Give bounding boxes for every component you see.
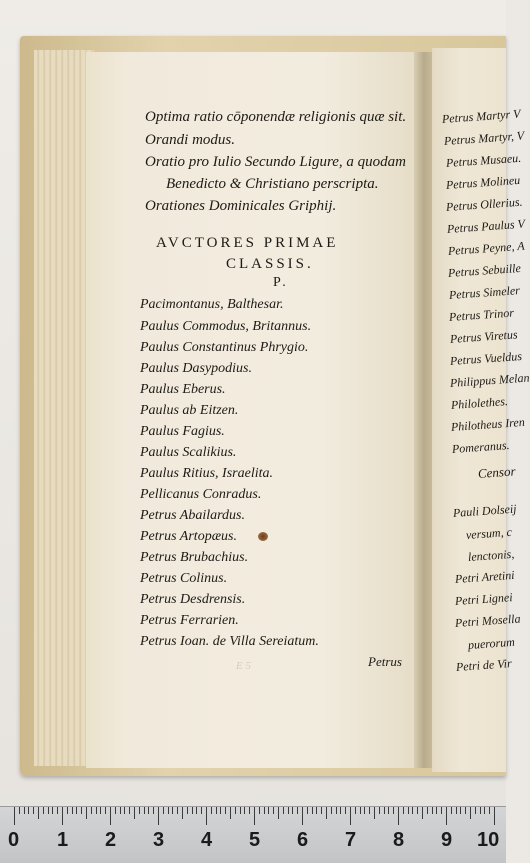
ruler-tick <box>292 807 293 814</box>
ruler-tick <box>384 807 385 814</box>
ruler-tick <box>139 807 140 814</box>
ruler-label-6: 6 <box>297 829 309 851</box>
ruler-tick <box>388 807 389 814</box>
section-heading-line1: AVCTORES PRIMAE <box>156 235 339 251</box>
right-entry-2: Petrus Musaeu. <box>445 150 522 170</box>
right-bottom-6: puerorum <box>467 634 516 652</box>
entry-9: Pellicanus Conradus. <box>140 487 262 502</box>
ruler-tick <box>355 807 356 814</box>
right-bottom-5: Petri Mosella <box>454 611 521 630</box>
ruler-tick <box>484 807 485 814</box>
entry-8: Paulus Ritius, Israelita. <box>140 466 273 481</box>
ruler-tick <box>408 807 409 814</box>
ruler-tick <box>216 807 217 814</box>
ruler-tick <box>441 807 442 814</box>
right-entry-13: Philolethes. <box>450 394 509 412</box>
ruler-tick <box>134 807 135 819</box>
ruler-tick <box>177 807 178 814</box>
ruler-tick <box>187 807 188 814</box>
ruler-tick <box>326 807 327 819</box>
ruler-tick <box>340 807 341 814</box>
ruler-tick <box>163 807 164 814</box>
ruler-tick <box>129 807 130 814</box>
signature-mark: E 5 <box>236 660 251 672</box>
ruler-tick <box>312 807 313 814</box>
ruler-tick <box>316 807 317 814</box>
right-entry-7: Petrus Sebuille <box>447 260 522 280</box>
ruler-tick <box>307 807 308 814</box>
right-entry-6: Petrus Peyne, A <box>447 238 526 258</box>
ruler-tick <box>321 807 322 814</box>
ruler-tick <box>201 807 202 814</box>
ruler-tick <box>288 807 289 814</box>
ruler-tick <box>172 807 173 814</box>
ruler-tick <box>456 807 457 814</box>
ruler-tick <box>182 807 183 819</box>
right-entry-8: Petrus Simeler <box>448 283 521 302</box>
right-entry-15: Pomeranus. <box>451 437 510 456</box>
ruler-tick <box>427 807 428 814</box>
ruler-tick <box>225 807 226 814</box>
ruler-tick <box>153 807 154 814</box>
ruler-tick <box>364 807 365 814</box>
ruler-tick <box>436 807 437 814</box>
right-bottom-0: Pauli Dolseij <box>452 501 517 520</box>
ruler-tick <box>110 807 111 825</box>
ruler-tick <box>302 807 303 825</box>
ruler-tick <box>220 807 221 814</box>
right-bottom-1: versum, c <box>465 524 513 542</box>
ruler-tick <box>91 807 92 814</box>
ruler-tick <box>240 807 241 814</box>
page-block-edges <box>34 50 94 766</box>
ruler-tick <box>192 807 193 814</box>
right-entry-5: Petrus Paulus V <box>446 216 526 236</box>
entry-3: Paulus Dasypodius. <box>140 361 252 376</box>
ruler-tick <box>148 807 149 814</box>
ruler-tick <box>278 807 279 819</box>
ruler-tick <box>360 807 361 814</box>
right-heading: Censor <box>477 463 516 481</box>
entry-top-2: Oratio pro Iulio Secundo Ligure, a quodam <box>145 154 406 170</box>
ruler-tick <box>52 807 53 814</box>
ruler-tick <box>67 807 68 814</box>
entry-10: Petrus Abailardus. <box>140 508 246 523</box>
ruler-tick <box>124 807 125 814</box>
ruler-tick <box>38 807 39 819</box>
ruler-tick <box>24 807 25 814</box>
ruler-tick <box>14 807 15 825</box>
ruler-tick <box>264 807 265 814</box>
entry-15: Petrus Ferrarien. <box>140 613 239 628</box>
entry-4: Paulus Eberus. <box>140 382 226 397</box>
ruler-label-3: 3 <box>153 829 165 851</box>
right-entry-3: Petrus Molineu <box>445 172 521 192</box>
ruler-tick <box>374 807 375 819</box>
ruler-tick <box>475 807 476 814</box>
ruler-label-5: 5 <box>249 829 261 851</box>
ruler-tick <box>345 807 346 814</box>
section-heading-line2: CLASSIS. <box>226 256 314 272</box>
ruler-tick <box>432 807 433 814</box>
entry-top-4: Orationes Dominicales Griphij. <box>145 198 337 214</box>
ruler-tick <box>403 807 404 814</box>
ruler-tick <box>168 807 169 814</box>
right-entry-1: Petrus Martyr, V <box>443 128 525 148</box>
ruler-tick <box>206 807 207 825</box>
ruler-tick <box>494 807 495 825</box>
ruler-label-8: 8 <box>393 829 405 851</box>
right-bottom-7: Petri de Vir <box>455 656 513 674</box>
entry-6: Paulus Fagius. <box>140 424 225 439</box>
letter-heading: P. <box>273 275 289 290</box>
ruler-tick <box>115 807 116 814</box>
ruler-tick <box>460 807 461 814</box>
entry-0: Pacimontanus, Balthesar. <box>140 297 284 312</box>
entry-1: Paulus Commodus, Britannus. <box>140 319 312 334</box>
ruler-tick <box>235 807 236 814</box>
ruler-tick <box>398 807 399 825</box>
ruler-tick <box>105 807 106 814</box>
ruler-tick <box>43 807 44 814</box>
ruler-tick <box>76 807 77 814</box>
ruler-tick <box>254 807 255 825</box>
ruler-tick <box>470 807 471 819</box>
entry-5: Paulus ab Eitzen. <box>140 403 239 418</box>
right-entry-11: Petrus Vueldus <box>449 348 523 368</box>
right-entry-0: Petrus Martyr V <box>441 106 521 126</box>
ruler-tick <box>72 807 73 814</box>
ruler-tick <box>211 807 212 814</box>
ruler-tick <box>86 807 87 819</box>
ruler-tick <box>369 807 370 814</box>
ruler-tick <box>451 807 452 814</box>
entry-16: Petrus Ioan. de Villa Sereiatum. <box>140 634 319 649</box>
ruler-tick <box>249 807 250 814</box>
right-entry-9: Petrus Trinor <box>448 305 515 324</box>
catchword: Petrus <box>368 654 402 669</box>
entry-top-0: Optima ratio cōponendæ religionis quæ sit. <box>145 109 407 125</box>
entry-top-1: Orandi modus. <box>145 132 236 148</box>
entry-2: Paulus Constantinus Phrygio. <box>140 340 309 355</box>
ruler-label-9: 9 <box>441 829 453 851</box>
ruler-tick <box>480 807 481 814</box>
entry-7: Paulus Scalikius. <box>140 445 237 460</box>
ruler-tick <box>48 807 49 814</box>
ruler-label-0: 0 <box>8 829 20 851</box>
entry-12: Petrus Brubachius. <box>140 550 249 565</box>
ruler-tick <box>393 807 394 814</box>
ruler-tick <box>120 807 121 814</box>
ruler-tick <box>81 807 82 814</box>
ruler-tick <box>158 807 159 825</box>
ruler-tick <box>144 807 145 814</box>
ruler-tick <box>336 807 337 814</box>
ruler-tick <box>230 807 231 819</box>
ruler-tick <box>57 807 58 814</box>
entry-14: Petrus Desdrensis. <box>140 592 246 607</box>
ruler-label-7: 7 <box>345 829 357 851</box>
ruler-tick <box>379 807 380 814</box>
right-bottom-2: lenctonis, <box>467 546 515 564</box>
ruler-tick <box>412 807 413 814</box>
ruler-label-2: 2 <box>105 829 117 851</box>
ruler-tick <box>259 807 260 814</box>
right-entry-10: Petrus Viretus <box>449 327 518 346</box>
ruler-tick <box>62 807 63 825</box>
ruler-tick <box>417 807 418 814</box>
ruler-tick <box>489 807 490 814</box>
ruler-label-10: 10 <box>477 829 500 851</box>
ruler-tick <box>283 807 284 814</box>
ruler-tick <box>297 807 298 814</box>
ruler-tick <box>196 807 197 814</box>
ruler-tick <box>19 807 20 814</box>
measurement-ruler <box>0 806 506 863</box>
ruler-tick <box>268 807 269 814</box>
ruler-tick <box>465 807 466 814</box>
ruler-tick <box>422 807 423 819</box>
entry-11: Petrus Artopæus. <box>140 529 237 544</box>
ruler-tick <box>273 807 274 814</box>
ruler-tick <box>100 807 101 814</box>
right-entry-4: Petrus Ollerius. <box>445 194 523 214</box>
ruler-tick <box>96 807 97 814</box>
ruler-tick <box>446 807 447 825</box>
ruler-tick <box>244 807 245 814</box>
entry-top-3: Benedicto & Christiano perscripta. <box>166 176 379 192</box>
ruler-tick <box>33 807 34 814</box>
right-entry-12: Philippus Melan <box>449 370 530 390</box>
entry-13: Petrus Colinus. <box>140 571 228 586</box>
ruler-tick <box>28 807 29 814</box>
ink-stain <box>258 532 268 541</box>
ruler-label-1: 1 <box>57 829 69 851</box>
right-bottom-3: Petri Aretini <box>454 567 515 586</box>
ruler-tick <box>350 807 351 825</box>
right-entry-14: Philotheus Iren <box>450 414 526 434</box>
right-bottom-4: Petri Lignei <box>454 589 513 608</box>
ruler-tick <box>331 807 332 814</box>
ruler-label-4: 4 <box>201 829 213 851</box>
